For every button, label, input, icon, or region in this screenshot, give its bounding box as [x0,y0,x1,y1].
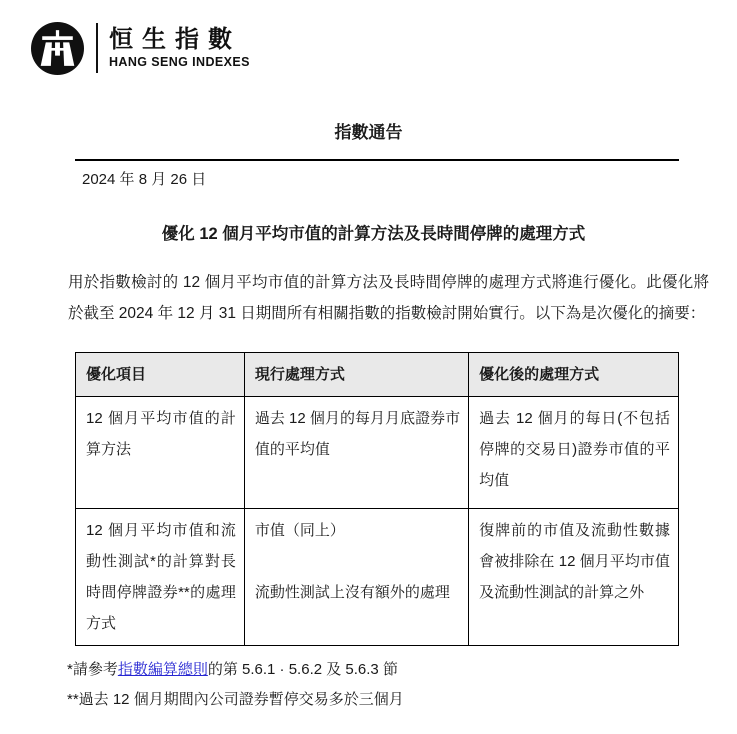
cell-text: 市值（同上） [254,522,345,539]
cell-text: 復牌前的市值及流動性數據會被排除在 12 個月平均市值及流動性測試的計算之外 [479,522,670,601]
col-header-optimized: 優化後的處理方式 [469,353,679,397]
cell-text: 12 個月平均市值的計算方法 [86,410,236,458]
footnote-1 [67,655,707,685]
col-header-item: 優化項目 [76,353,245,397]
index-guidebook-link[interactable]: 指數編算總則 [117,661,208,678]
logo-text [109,26,250,70]
cell-row2-item [76,509,245,646]
divider [75,159,679,161]
table-row [76,397,679,509]
table-row [76,509,679,646]
doc-date: 2024 年 8 月 26 日 [82,171,207,188]
cell-row1-item [76,397,245,509]
brand-header [31,20,737,76]
cell-text: 12 個月平均市值和流動性測試*的計算對長時間停牌證券**的處理方式 [86,522,236,632]
logo-english-name: HANG SENG INDEXES [109,55,250,69]
doc-heading: 優化 12 個月平均市值的計算方法及長時間停牌的處理方式 [161,225,586,243]
table-header-row [76,353,679,397]
intro-paragraph: 用於指數檢討的 12 個月平均市值的計算方法及長時間停牌的處理方式將進行優化。此優化將於截至 2024 年 12 月 31 日期間所有相關指數的指數檢討開始實行。以下為是次優化的摘要： [68,274,709,322]
cell-text: 過去 12 個月的每月月底證券市值的平均值 [254,410,461,458]
hang-seng-seal-icon [31,22,84,75]
cell-text: 流動性測試上沒有額外的處理 [254,584,450,601]
cell-text: 過去 12 個月的每日(不包括停牌的交易日)證券市值的平均值 [479,410,670,489]
summary-table [75,352,679,646]
cell-row2-current [244,509,468,646]
doc-title: 指數通告 [334,123,403,142]
logo-divider [96,23,98,73]
footnote-2: **過去 12 個月期間內公司證券暫停交易多於三個月 [67,691,404,708]
cell-row2-optimized [469,509,679,646]
cell-row1-optimized [469,397,679,509]
footnotes [67,655,707,715]
logo-chinese-name: 恒生指數 [109,26,241,53]
cell-row1-current [244,397,468,509]
page-root [0,20,737,734]
col-header-current: 現行處理方式 [244,353,468,397]
footnote-text: 的第 5.6.1 · 5.6.2 及 5.6.3 節 [207,661,398,678]
footnote-text: *請參考 [67,661,118,678]
